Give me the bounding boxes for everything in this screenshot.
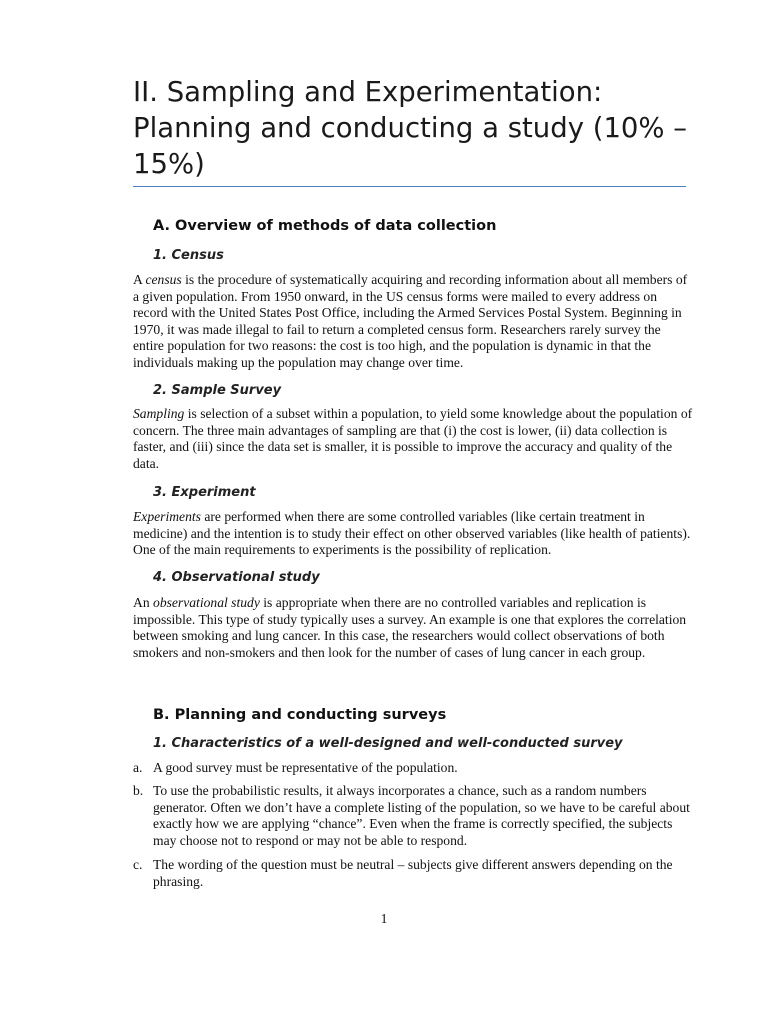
- census-text-lead: A: [133, 272, 146, 287]
- census-text: is the procedure of systematically acquiring and recording information about all members of a given population. From 1950 onward, in the US census forms were mailed to every address on record with the United States Post Office, including the Armed Services Postal System. Beginning in 1970, it was made illegal to fail to return a completed census form. Researchers rarely survey the entire population for two reasons: the cost is too high, and the population is dynamic in that the individuals making up the population may change over time.: [133, 272, 688, 370]
- sample-survey-text: is selection of a subset within a population, to yield some knowledge about the population of concern. The three main advantages of sampling are that (i) the cost is lower, (ii) data collection is faster, and (iii) since the data set is smaller, it is possible to improve the accuracy and quality of the data.: [133, 406, 693, 471]
- list-item-text: A good survey must be representative of the population.: [153, 760, 458, 775]
- sample-survey-heading: 2. Sample Survey: [153, 383, 282, 398]
- title-line-2: Planning and conducting a study (10% –: [133, 112, 688, 144]
- section-a-heading: A. Overview of methods of data collection: [153, 218, 497, 234]
- list-item: [133, 783, 693, 849]
- title-line-3: 15%): [133, 148, 205, 180]
- list-item-text: To use the probabilistic results, it always incorporates a chance, such as a random numbers generator. Often we don’t have a complete listing of the population, so we have to be careful about exactly how we are applying “chance”. Even when the frame is correctly specified, the subjects may choose not to respond or may not be able to respond.: [153, 783, 690, 848]
- experiment-text: are performed when there are some controlled variables (like certain treatment in medicine) and the intention is to study their effect on other observed variables (like health of patients). One of the main requirements to experiments is the possibility of replication.: [133, 509, 691, 557]
- list-item-text: The wording of the question must be neutral – subjects give different answers depending on the phrasing.: [153, 857, 673, 889]
- title-divider: [133, 186, 686, 187]
- observational-term: observational study: [153, 595, 260, 610]
- experiments-term: Experiments: [133, 509, 201, 524]
- observational-text-lead: An: [133, 595, 154, 610]
- list-marker: c.: [133, 857, 143, 872]
- census-term: census: [145, 272, 182, 287]
- list-item: [133, 857, 693, 890]
- census-paragraph: [133, 272, 693, 371]
- list-marker: a.: [133, 760, 143, 775]
- page-number: 1: [380, 911, 388, 926]
- census-heading: 1. Census: [153, 248, 224, 263]
- list-marker: b.: [133, 783, 144, 798]
- survey-characteristics-heading: 1. Characteristics of a well-designed and well-conducted survey: [153, 736, 623, 751]
- page-title: [133, 74, 693, 182]
- title-line-1: II. Sampling and Experimentation:: [133, 76, 603, 108]
- observational-heading: 4. Observational study: [153, 570, 320, 585]
- section-b-heading: B. Planning and conducting surveys: [153, 707, 447, 723]
- observational-text: is appropriate when there are no controlled variables and replication is impossible. This type of study typically uses a survey. An example is one that explores the correlation between smoking and lung cancer. In this case, the researchers would collect observations of both smokers and non-smokers and then look for the number of cases of lung cancer in each group.: [133, 595, 687, 660]
- sample-survey-paragraph: [133, 406, 693, 472]
- experiment-paragraph: [133, 509, 693, 559]
- experiment-heading: 3. Experiment: [153, 485, 256, 500]
- observational-paragraph: [133, 595, 693, 661]
- list-item: [133, 760, 693, 777]
- sampling-term: Sampling: [133, 406, 185, 421]
